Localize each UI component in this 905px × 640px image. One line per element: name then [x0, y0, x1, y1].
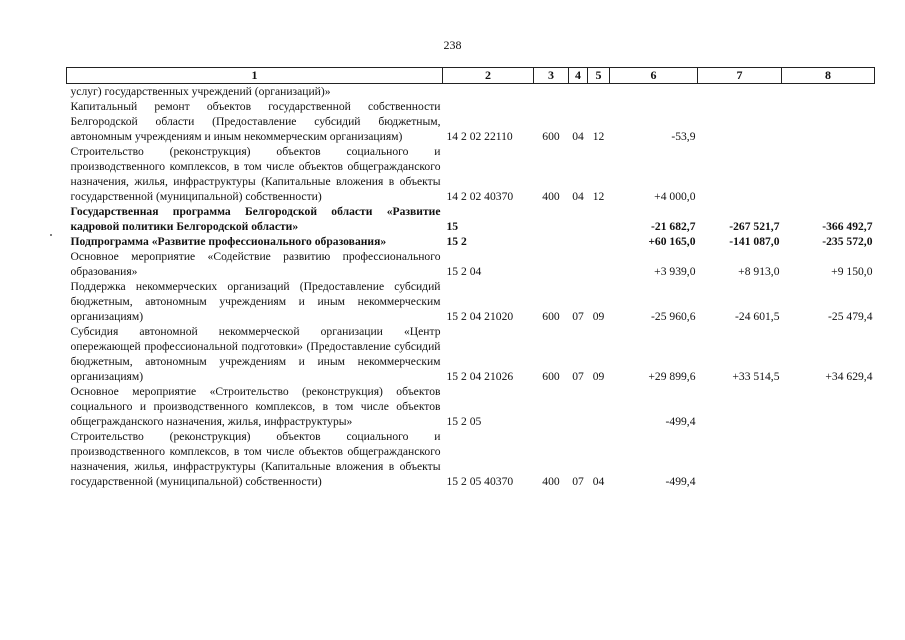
row-subsection-cell: 09	[592, 370, 605, 383]
row-name-cell: Капитальный ремонт объектов государственной собственности Белгородской области (Предоставление субсидий бюджетным, автономным учреждениям и иным некоммерческим организациям)	[70, 100, 441, 143]
row-section-cell: 07	[572, 475, 584, 488]
row-section-cell: 07	[572, 370, 584, 383]
row-section-cell	[569, 84, 588, 100]
column-header: 1	[67, 68, 443, 84]
table-row	[67, 279, 875, 324]
row-expense-type-cell	[534, 204, 569, 234]
table-row	[67, 324, 875, 384]
row-amount-cell: +9 150,0	[831, 265, 873, 278]
table-row	[67, 384, 875, 429]
row-expense-type-cell	[534, 249, 569, 279]
row-expense-type-cell: 400	[542, 475, 560, 488]
row-amount-cell	[698, 429, 782, 489]
row-section-cell	[569, 384, 588, 429]
row-subsection-cell	[588, 204, 610, 234]
row-subsection-cell	[588, 84, 610, 100]
row-name-cell: Строительство (реконструкция) объектов социального и производственного комплексов, в том числе объектов общегражданского назначения, жилья, инфраструктуры (Капитальные вложения в объекты государственной (муниципальной) собственности)	[70, 145, 441, 203]
row-code-cell: 15	[446, 220, 459, 233]
row-amount-cell: +8 913,0	[738, 265, 780, 278]
page-number: 238	[443, 38, 462, 52]
row-amount-cell	[698, 384, 782, 429]
table-row	[67, 84, 875, 100]
row-amount-cell	[698, 144, 782, 204]
row-amount-cell: -25 479,4	[828, 310, 873, 323]
row-subsection-cell	[588, 384, 610, 429]
row-subsection-cell	[588, 249, 610, 279]
row-name-cell: Поддержка некоммерческих организаций (Предоставление субсидий бюджетным, автономным учреждениям и иным некоммерческим организациям)	[70, 280, 441, 323]
row-amount-cell	[782, 144, 875, 204]
row-expense-type-cell	[534, 234, 569, 249]
row-code-cell: 15 2 04 21026	[446, 370, 514, 383]
budget-table	[66, 67, 875, 489]
row-amount-cell: +3 939,0	[654, 265, 696, 278]
row-section-cell: 04	[572, 130, 584, 143]
scan-mark	[50, 234, 52, 236]
row-expense-type-cell	[534, 84, 569, 100]
row-expense-type-cell: 600	[542, 370, 560, 383]
row-code-cell: 15 2 05	[446, 415, 482, 428]
row-amount-cell: -24 601,5	[735, 310, 780, 323]
row-section-cell	[569, 204, 588, 234]
row-amount-cell	[782, 84, 875, 100]
row-section-cell: 07	[572, 310, 584, 323]
row-section-cell: 04	[572, 190, 584, 203]
column-header: 2	[443, 68, 534, 84]
row-amount-cell: -499,4	[665, 475, 696, 488]
row-amount-cell: +60 165,0	[648, 235, 696, 248]
row-code-cell	[443, 84, 534, 100]
row-amount-cell: -366 492,7	[822, 220, 873, 233]
row-name-cell: Государственная программа Белгородской области «Развитие кадровой политики Белгородской области»	[70, 205, 441, 233]
table-row	[67, 99, 875, 144]
row-amount-cell	[698, 84, 782, 100]
row-amount-cell: +34 629,4	[825, 370, 873, 383]
row-name-cell: Основное мероприятие «Содействие развитию профессионального образования»	[70, 250, 441, 278]
row-expense-type-cell: 600	[542, 310, 560, 323]
row-amount-cell	[610, 84, 698, 100]
row-subsection-cell: 09	[592, 310, 605, 323]
table-row	[67, 234, 875, 249]
row-code-cell: 15 2	[446, 235, 467, 248]
row-name-cell: Подпрограмма «Развитие профессионального образования»	[70, 235, 387, 248]
row-code-cell: 15 2 05 40370	[446, 475, 514, 488]
row-code-cell: 15 2 04	[446, 265, 482, 278]
row-subsection-cell	[588, 234, 610, 249]
row-name-cell: Субсидия автономной некоммерческой организации «Центр опережающей профессиональной подготовки» (Предоставление субсидий бюджетным, автономным учреждениям и иным некоммерческим организациям)	[70, 325, 441, 383]
row-expense-type-cell	[534, 384, 569, 429]
row-amount-cell: +29 899,6	[648, 370, 696, 383]
row-amount-cell: +4 000,0	[654, 190, 696, 203]
row-amount-cell: -499,4	[665, 415, 696, 428]
row-subsection-cell: 12	[592, 190, 605, 203]
header-row	[67, 68, 875, 84]
row-expense-type-cell: 400	[542, 190, 560, 203]
row-code-cell: 14 2 02 40370	[446, 190, 514, 203]
table-row	[67, 429, 875, 489]
row-amount-cell: -267 521,7	[729, 220, 780, 233]
row-name-cell: услуг) государственных учреждений (организаций)»	[70, 85, 331, 98]
row-code-cell: 14 2 02 22110	[446, 130, 513, 143]
row-amount-cell: -141 087,0	[729, 235, 780, 248]
row-name-cell: Строительство (реконструкция) объектов социального и производственного комплексов, в том числе объектов общегражданского назначения, жилья, инфраструктуры (Капитальные вложения в объекты государственной (муниципальной) собственности)	[70, 430, 441, 488]
row-amount-cell	[782, 429, 875, 489]
row-amount-cell: -53,9	[671, 130, 696, 143]
row-amount-cell: -21 682,7	[651, 220, 696, 233]
table-row	[67, 144, 875, 204]
column-header: 5	[588, 68, 610, 84]
row-expense-type-cell: 600	[542, 130, 560, 143]
column-header: 7	[698, 68, 782, 84]
row-amount-cell	[782, 99, 875, 144]
row-amount-cell: -235 572,0	[822, 235, 873, 248]
column-header: 3	[534, 68, 569, 84]
table-row	[67, 249, 875, 279]
column-header: 4	[569, 68, 588, 84]
row-amount-cell: -25 960,6	[651, 310, 696, 323]
row-name-cell: Основное мероприятие «Строительство (реконструкция) объектов социального и производственного комплексов, в том числе объектов общегражданского назначения, жилья, инфраструктуры»	[70, 385, 441, 428]
row-amount-cell: +33 514,5	[732, 370, 780, 383]
column-header: 8	[782, 68, 875, 84]
row-subsection-cell: 04	[592, 475, 605, 488]
row-section-cell	[569, 249, 588, 279]
row-code-cell: 15 2 04 21020	[446, 310, 514, 323]
row-section-cell	[569, 234, 588, 249]
row-amount-cell	[782, 384, 875, 429]
column-header: 6	[610, 68, 698, 84]
row-subsection-cell: 12	[592, 130, 605, 143]
row-amount-cell	[698, 99, 782, 144]
table-row	[67, 204, 875, 234]
